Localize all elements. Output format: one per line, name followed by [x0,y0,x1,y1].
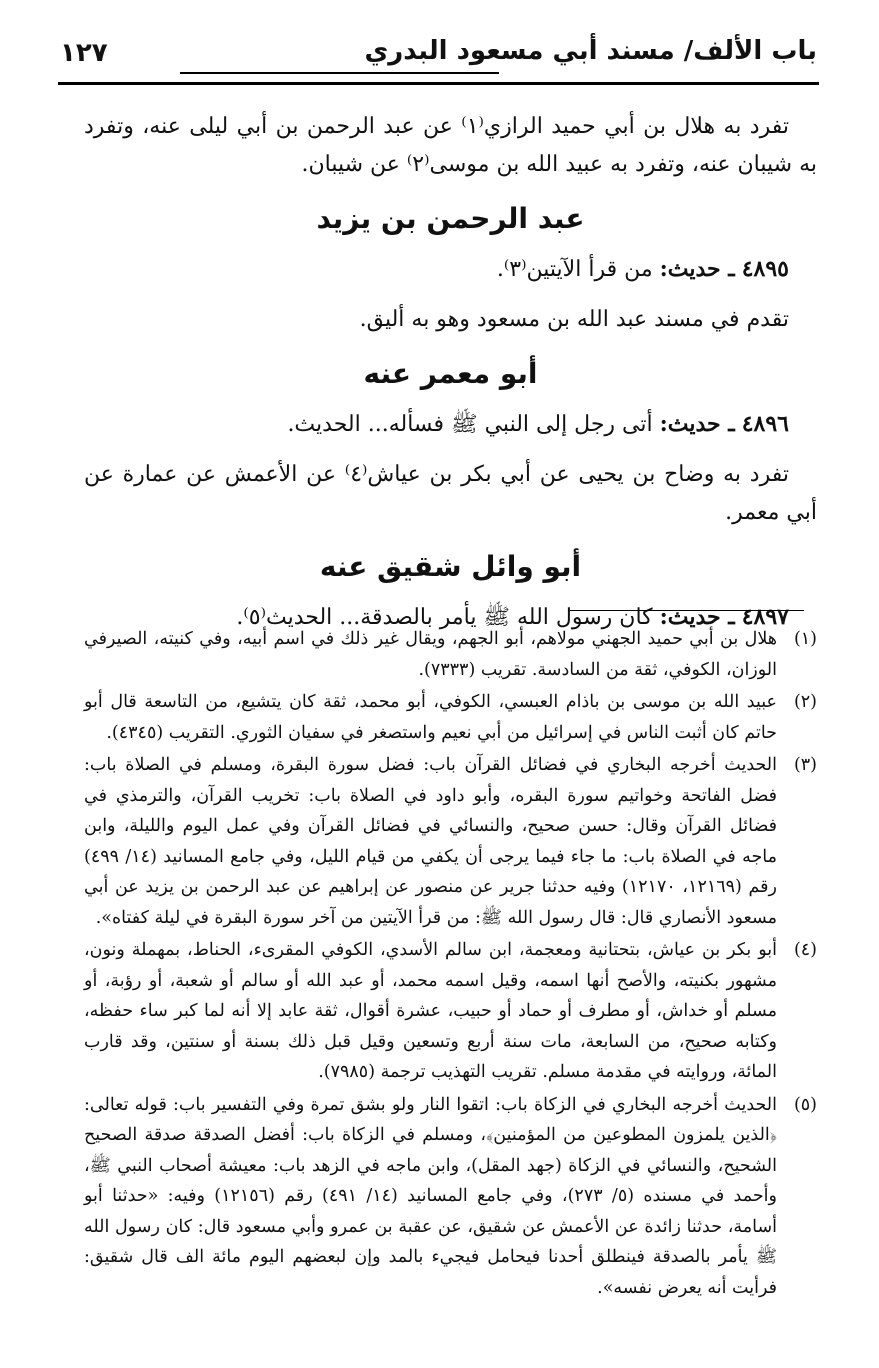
hadith-entry-1 [84,250,817,289]
footnotes [84,624,817,1305]
section-heading-1: عبد الرحمن بن يزيد [316,202,585,235]
footnote-text: عبيد الله بن موسى بن باذام العبسي، الكوفي، أبو محمد، ثقة كان يتشيع، من التاسعة قال أبو حاتم كان أثبت الناس في إسرائيل من أبي نعيم واستصغر في سفيان الثوري. التقريب (٤٣٤٥). [84,692,777,743]
footnote-4 [84,935,817,1088]
running-header-title: باب الألف/ مسند أبي مسعود البدري [364,36,817,66]
footnote-number: (١) [793,629,817,649]
footnote-number: (٤) [793,940,817,960]
footnote-5 [84,1090,817,1304]
footnote-number: (٥) [793,1094,817,1115]
hadith-entry-2 [84,405,817,444]
hadith-number: ٤٨٩٥ [741,256,789,282]
footnote-text: هلال بن أبي حميد الجهني مولاهم، أبو الجهم، ويقال غير ذلك في اسم أبيه، وفي كنيته، الصيرفي الوزان، الكوفي، ثقة من السادسة. تقريب (٧٣٣٣). [84,629,777,680]
hadith-label: ـ حديث: [659,256,735,282]
footnote-text: الحديث أخرجه البخاري في الزكاة باب: اتقوا النار ولو بشق تمرة وفي التفسير باب: قوله تعالى: ﴿الذين يلمزون المطوعين من المؤمنين﴾، ومسلم في الزكاة باب: أفضل الصدقة صدقة الصحيح الشحيح، والنسائي في الزكاة (جهد المقل)، وابن ماجه في الزهد باب: معيشة أصحاب النبي ﷺ، وأحمد في مسنده (٥/ ٢٧٣)، وفي جامع المسانيد (١٤/ ٤٩١) رقم (١٢١٥٦) وفيه: «حدثنا أبو أسامة، حدثنا زائدة عن الأعمش عن شقيق، عن عقبة بن عمرو وأبي مسعود قال: كان رسول الله ﷺ يأمر بالصدقة فينطلق أحدنا فيحامل فيجيء بالمد وإن لبعضهم اليوم مائة الف قال شقيق: فرأيت أنه يعرض نفسه». [84,1094,777,1298]
section-heading-2: أبو معمر عنه [363,357,538,390]
main-text [84,108,817,649]
hadith-label: ـ حديث: [659,604,735,630]
footnote-number: (٣) [793,755,817,775]
section-note-2: تفرد به وضاح بن يحيى عن أبي بكر بن عياش⁽٤⁾ عن الأعمش عن عمارة عن أبي معمر. [84,462,817,525]
hadith-text: أتى رجل إلى النبي ﷺ فسأله... الحديث. [287,412,653,437]
intro-paragraph: تفرد به هلال بن أبي حميد الرازي⁽١⁾ عن عبد الرحمن بن أبي ليلى عنه، وتفرد به شيبان عنه، وتفرد به عبيد الله بن موسى⁽٢⁾ عن شيبان. [84,114,817,177]
footnote-number: (٢) [793,692,817,712]
header-title-underline [180,72,499,74]
page-number: ١٢٧ [60,38,108,68]
section-heading-3: أبو وائل شقيق عنه [319,550,582,583]
header-rule [58,82,819,85]
hadith-number: ٤٨٩٧ [741,604,789,630]
hadith-number: ٤٨٩٦ [741,411,789,437]
hadith-text: من قرأ الآيتين⁽٣⁾. [496,257,653,282]
footnote-text: الحديث أخرجه البخاري في فضائل القرآن باب: فضل سورة البقرة، ومسلم في الصلاة باب: فضل الفاتحة وخواتيم سورة البقره، وأبو داود في الصلاة باب: تخريب القرآن، والترمذي في فضائل القرآن وقال: حسن صحيح، والنسائي في فضائل القرآن وفي عمل اليوم والليلة، وابن ماجه في الصلاة باب: ما جاء فيما يرجى أن يكفي من قيام الليل، وفي جامع المسانيد (١٤/ ٤٩٩) رقم (١٢١٦٩، ١٢١٧٠) وفيه حدثنا جرير عن منصور عن إبراهيم عن عبد الرحمن بن يزيد عن أبي مسعود الأنصاري قال: قال رسول الله ﷺ: من قرأ الآيتين من آخر سورة البقرة في ليلة كفتاه». [84,755,777,928]
footnote-separator [568,610,804,611]
footnote-3 [84,750,817,933]
hadith-text: كان رسول الله ﷺ يأمر بالصدقة... الحديث⁽٥⁾. [236,605,653,630]
footnote-2 [84,687,817,748]
footnote-1 [84,624,817,685]
footnote-text: أبو بكر بن عياش، بتحتانية ومعجمة، ابن سالم الأسدي، الكوفي المقرىء، الحناط، بمهملة ونون، مشهور بكنيته، والأصح أنها اسمه، وقيل اسمه محمد، أو عبد الله أو سالم أو شعبة، أو رؤبة، أو مسلم أو خداش، أو مطرف أو حماد أو حبيب، عشرة أقوال، ثقة عابد إلا أنه لما كبر ساء حفظه، وكتابه صحيح، من السابعة، مات سنة أربع وتسعين وقيل قبل ذلك بسنة أو سنتين، وقد قارب المائة، وروايته في مقدمة مسلم. تقريب التهذيب ترجمة (٧٩٨٥). [84,940,777,1082]
section-note-1: تقدم في مسند عبد الله بن مسعود وهو به أليق. [359,307,789,332]
hadith-label: ـ حديث: [659,411,735,437]
